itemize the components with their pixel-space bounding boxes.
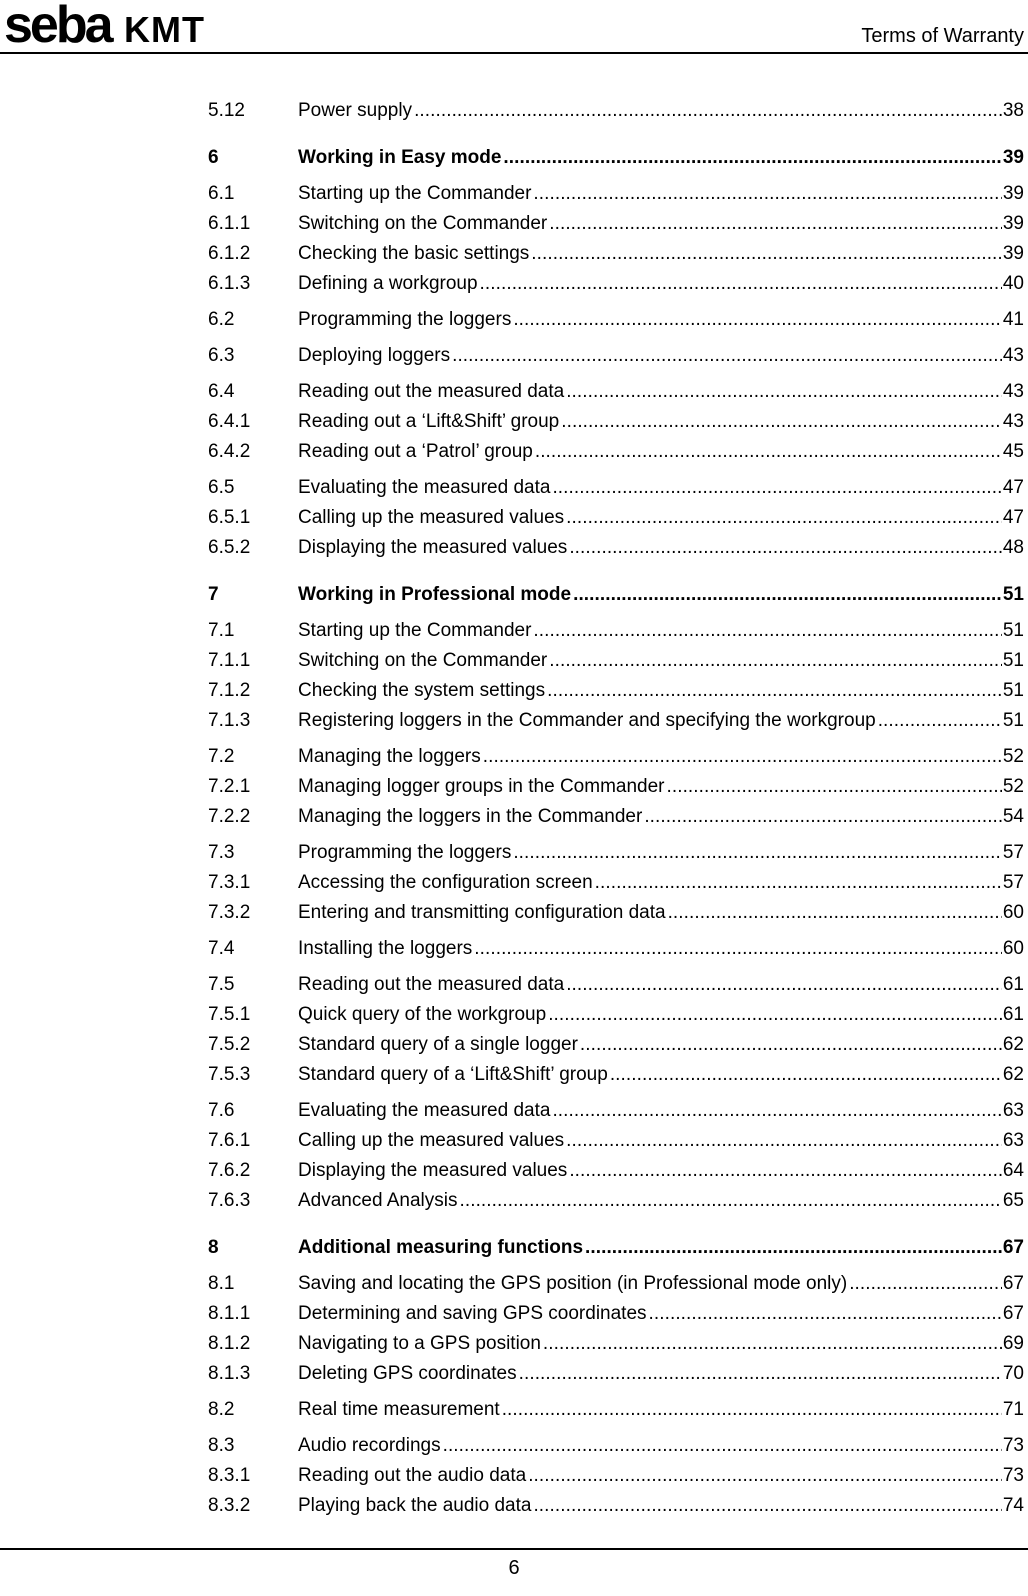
toc-dot-leader bbox=[483, 742, 1002, 772]
toc-entry-page: 43 bbox=[1002, 411, 1024, 432]
toc-entry-page: 71 bbox=[1002, 1399, 1024, 1420]
toc-entry-number: 7.5.3 bbox=[208, 1064, 251, 1085]
toc-entry-title: Evaluating the measured data bbox=[298, 477, 551, 498]
toc-entry-number: 6.4.2 bbox=[208, 441, 251, 462]
toc-entry[interactable] bbox=[208, 1359, 1024, 1389]
toc-dot-leader bbox=[566, 1126, 1002, 1156]
page-header bbox=[0, 0, 1028, 54]
toc-entry[interactable] bbox=[208, 341, 1024, 371]
toc-dot-leader bbox=[649, 1299, 1002, 1329]
toc-entry[interactable] bbox=[208, 533, 1024, 563]
toc-entry-number: 7.5.2 bbox=[208, 1034, 251, 1055]
toc-entry-number: 7.5.1 bbox=[208, 1004, 251, 1025]
toc-entry-page: 48 bbox=[1002, 537, 1024, 558]
toc-entry-number: 7.1.3 bbox=[208, 710, 251, 731]
toc-dot-leader bbox=[566, 377, 1002, 407]
toc-entry-number: 8.3.2 bbox=[208, 1495, 251, 1516]
toc-dot-leader bbox=[547, 676, 1002, 706]
toc-dot-leader bbox=[513, 838, 1002, 868]
toc-dot-leader bbox=[533, 1491, 1001, 1521]
toc-entry-number: 7.2 bbox=[208, 746, 235, 767]
toc-dot-leader bbox=[561, 407, 1002, 437]
toc-entry-page: 39 bbox=[1002, 213, 1024, 234]
toc-entry-page: 60 bbox=[1002, 902, 1024, 923]
toc-dot-leader bbox=[610, 1060, 1002, 1090]
toc-entry-title: Reading out a ‘Lift&Shift’ group bbox=[298, 411, 560, 432]
toc-entry[interactable] bbox=[208, 437, 1024, 467]
toc-entry-title: Displaying the measured values bbox=[298, 537, 568, 558]
toc-dot-leader bbox=[519, 1359, 1002, 1389]
toc-entry-page: 51 bbox=[1002, 650, 1024, 671]
toc-entry-title: Switching on the Commander bbox=[298, 213, 548, 234]
toc-entry[interactable] bbox=[208, 616, 1024, 646]
toc-entry-number: 8.1.3 bbox=[208, 1363, 251, 1384]
toc-entry[interactable] bbox=[208, 239, 1024, 269]
toc-entry[interactable] bbox=[208, 1491, 1024, 1521]
toc-entry-page: 47 bbox=[1002, 477, 1024, 498]
toc-entry-title: Additional measuring functions bbox=[298, 1237, 584, 1258]
toc-entry-page: 43 bbox=[1002, 345, 1024, 366]
toc-entry-number: 6.4 bbox=[208, 381, 235, 402]
toc-entry-page: 51 bbox=[1002, 584, 1024, 605]
toc-entry[interactable] bbox=[208, 377, 1024, 407]
toc-entry-title: Calling up the measured values bbox=[298, 1130, 565, 1151]
toc-entry[interactable] bbox=[208, 772, 1024, 802]
toc-entry[interactable] bbox=[208, 970, 1024, 1000]
toc-entry-title: Reading out a ‘Patrol’ group bbox=[298, 441, 533, 462]
toc-entry-title: Switching on the Commander bbox=[298, 650, 548, 671]
toc-entry[interactable] bbox=[208, 838, 1024, 868]
toc-entry-title: Determining and saving GPS coordinates bbox=[298, 1303, 647, 1324]
toc-dot-leader bbox=[474, 934, 1002, 964]
toc-entry-number: 8 bbox=[208, 1237, 219, 1258]
toc-dot-leader bbox=[480, 269, 1002, 299]
toc-entry[interactable] bbox=[208, 1156, 1024, 1186]
toc-dot-leader bbox=[548, 1000, 1002, 1030]
toc-entry[interactable] bbox=[208, 209, 1024, 239]
toc-entry-number: 8.1 bbox=[208, 1273, 235, 1294]
toc-entry[interactable] bbox=[208, 96, 1024, 126]
toc-entry[interactable] bbox=[208, 1233, 1024, 1263]
toc-entry[interactable] bbox=[208, 1096, 1024, 1126]
toc-entry-page: 70 bbox=[1002, 1363, 1024, 1384]
toc-dot-leader bbox=[535, 437, 1002, 467]
toc-entry[interactable] bbox=[208, 868, 1024, 898]
toc-entry-title: Standard query of a single logger bbox=[298, 1034, 578, 1055]
toc-entry-title: Reading out the measured data bbox=[298, 974, 565, 995]
toc-entry-title: Entering and transmitting configuration data bbox=[298, 902, 666, 923]
toc-entry[interactable] bbox=[208, 1186, 1024, 1216]
toc-entry-number: 7 bbox=[208, 584, 219, 605]
toc-entry-number: 7.6 bbox=[208, 1100, 235, 1121]
toc-entry-page: 39 bbox=[1002, 147, 1024, 168]
toc-entry-number: 6.2 bbox=[208, 309, 235, 330]
toc-entry-page: 51 bbox=[1002, 680, 1024, 701]
toc-dot-leader bbox=[668, 898, 1002, 928]
toc-dot-leader bbox=[580, 1030, 1002, 1060]
toc-entry-number: 8.2 bbox=[208, 1399, 235, 1420]
toc-dot-leader bbox=[644, 802, 1002, 832]
toc-entry-title: Programming the loggers bbox=[298, 842, 512, 863]
toc-entry-page: 63 bbox=[1002, 1100, 1024, 1121]
toc-dot-leader bbox=[443, 1431, 1002, 1461]
toc-entry[interactable] bbox=[208, 1299, 1024, 1329]
toc-entry[interactable] bbox=[208, 143, 1024, 173]
toc-entry-page: 51 bbox=[1002, 620, 1024, 641]
toc-entry-page: 39 bbox=[1002, 183, 1024, 204]
sebakmt-logo bbox=[4, 2, 224, 51]
toc-entry[interactable] bbox=[208, 503, 1024, 533]
toc-dot-leader bbox=[552, 473, 1001, 503]
toc-entry-page: 67 bbox=[1002, 1303, 1024, 1324]
toc-entry-number: 8.3 bbox=[208, 1435, 235, 1456]
toc-entry-title: Reading out the measured data bbox=[298, 381, 565, 402]
toc-entry-title: Power supply bbox=[298, 100, 413, 121]
toc-entry-number: 7.1.1 bbox=[208, 650, 251, 671]
toc-entry-number: 7.5 bbox=[208, 974, 235, 995]
toc-dot-leader bbox=[502, 1395, 1002, 1425]
toc-entry-title: Managing the loggers bbox=[298, 746, 481, 767]
svg-text:seba: seba bbox=[4, 2, 111, 46]
toc-entry[interactable] bbox=[208, 934, 1024, 964]
toc-entry-title: Evaluating the measured data bbox=[298, 1100, 551, 1121]
toc-entry-title: Checking the system settings bbox=[298, 680, 546, 701]
toc-entry-title: Programming the loggers bbox=[298, 309, 512, 330]
toc-entry-page: 45 bbox=[1002, 441, 1024, 462]
toc-dot-leader bbox=[460, 1186, 1002, 1216]
toc-entry-title: Starting up the Commander bbox=[298, 620, 532, 641]
toc-entry-number: 7.2.1 bbox=[208, 776, 251, 797]
toc-entry-page: 41 bbox=[1002, 309, 1024, 330]
toc-entry-page: 62 bbox=[1002, 1034, 1024, 1055]
toc-entry-number: 6.1 bbox=[208, 183, 235, 204]
toc-entry-page: 51 bbox=[1002, 710, 1024, 731]
toc-entry-title: Working in Easy mode bbox=[298, 147, 502, 168]
toc-entry-title: Managing the loggers in the Commander bbox=[298, 806, 643, 827]
toc-entry[interactable] bbox=[208, 179, 1024, 209]
toc-entry-title: Installing the loggers bbox=[298, 938, 473, 959]
toc-entry[interactable] bbox=[208, 1431, 1024, 1461]
toc-entry-page: 74 bbox=[1002, 1495, 1024, 1516]
toc-entry-number: 7.6.1 bbox=[208, 1130, 251, 1151]
toc-entry[interactable] bbox=[208, 646, 1024, 676]
toc-dot-leader bbox=[533, 179, 1001, 209]
toc-entry-number: 7.6.2 bbox=[208, 1160, 251, 1181]
toc-dot-leader bbox=[503, 143, 1001, 173]
toc-dot-leader bbox=[414, 96, 1002, 126]
toc-entry-title: Starting up the Commander bbox=[298, 183, 532, 204]
toc-entry[interactable] bbox=[208, 1461, 1024, 1491]
toc-entry-number: 6.5 bbox=[208, 477, 235, 498]
toc-entry[interactable] bbox=[208, 706, 1024, 736]
toc-entry-number: 8.3.1 bbox=[208, 1465, 251, 1486]
toc-entry-page: 69 bbox=[1002, 1333, 1024, 1354]
footer-divider bbox=[0, 1548, 1028, 1550]
toc-entry-page: 43 bbox=[1002, 381, 1024, 402]
toc-entry-page: 38 bbox=[1002, 100, 1024, 121]
toc-entry-number: 6 bbox=[208, 147, 219, 168]
toc-dot-leader bbox=[667, 772, 1002, 802]
toc-dot-leader bbox=[552, 1096, 1001, 1126]
page-number: 6 bbox=[508, 1557, 520, 1579]
toc-entry-title: Deleting GPS coordinates bbox=[298, 1363, 517, 1384]
toc-entry-title: Navigating to a GPS position bbox=[298, 1333, 541, 1354]
toc-dot-leader bbox=[569, 1156, 1002, 1186]
toc-entry-page: 40 bbox=[1002, 273, 1024, 294]
toc-entry[interactable] bbox=[208, 676, 1024, 706]
toc-entry-title: Checking the basic settings bbox=[298, 243, 530, 264]
toc-entry-title: Displaying the measured values bbox=[298, 1160, 568, 1181]
toc-dot-leader bbox=[513, 305, 1002, 335]
toc-entry-number: 5.12 bbox=[208, 100, 245, 121]
toc-entry-number: 7.1.2 bbox=[208, 680, 251, 701]
toc-dot-leader bbox=[533, 616, 1001, 646]
toc-entry-title: Saving and locating the GPS position (in Professional mode only) bbox=[298, 1273, 848, 1294]
toc-entry-page: 57 bbox=[1002, 842, 1024, 863]
toc-entry-title: Deploying loggers bbox=[298, 345, 451, 366]
toc-entry-title: Calling up the measured values bbox=[298, 507, 565, 528]
toc-dot-leader bbox=[573, 580, 1002, 610]
toc-entry-title: Standard query of a ‘Lift&Shift’ group bbox=[298, 1064, 608, 1085]
toc-entry-number: 7.4 bbox=[208, 938, 235, 959]
toc-entry-title: Quick query of the workgroup bbox=[298, 1004, 547, 1025]
toc-entry-number: 7.3.2 bbox=[208, 902, 251, 923]
toc-dot-leader bbox=[549, 646, 1002, 676]
toc-entry[interactable] bbox=[208, 1126, 1024, 1156]
toc-entry-page: 61 bbox=[1002, 974, 1024, 995]
toc-entry-title: Defining a workgroup bbox=[298, 273, 478, 294]
toc-entry-number: 7.1 bbox=[208, 620, 235, 641]
toc-entry[interactable] bbox=[208, 1060, 1024, 1090]
toc-entry[interactable] bbox=[208, 1000, 1024, 1030]
toc-entry-number: 6.3 bbox=[208, 345, 235, 366]
toc-entry-number: 7.3 bbox=[208, 842, 235, 863]
toc-entry-number: 6.1.1 bbox=[208, 213, 251, 234]
toc-entry-number: 8.1.2 bbox=[208, 1333, 251, 1354]
toc-entry-page: 57 bbox=[1002, 872, 1024, 893]
toc-dot-leader bbox=[566, 970, 1002, 1000]
toc-entry-number: 7.6.3 bbox=[208, 1190, 251, 1211]
toc-entry-page: 64 bbox=[1002, 1160, 1024, 1181]
toc-entry-title: Playing back the audio data bbox=[298, 1495, 532, 1516]
toc-entry-page: 73 bbox=[1002, 1435, 1024, 1456]
toc-dot-leader bbox=[595, 868, 1002, 898]
toc-entry-page: 60 bbox=[1002, 938, 1024, 959]
toc-entry-page: 63 bbox=[1002, 1130, 1024, 1151]
toc-entry[interactable] bbox=[208, 802, 1024, 832]
toc-entry[interactable] bbox=[208, 407, 1024, 437]
toc-entry-page: 52 bbox=[1002, 776, 1024, 797]
toc-entry[interactable] bbox=[208, 1030, 1024, 1060]
toc-entry[interactable] bbox=[208, 580, 1024, 610]
toc-entry-page: 39 bbox=[1002, 243, 1024, 264]
table-of-contents bbox=[208, 96, 1024, 1521]
toc-entry-page: 67 bbox=[1002, 1273, 1024, 1294]
toc-entry-title: Registering loggers in the Commander and specifying the workgroup bbox=[298, 710, 876, 731]
svg-text:KMT: KMT bbox=[124, 9, 205, 46]
toc-dot-leader bbox=[849, 1269, 1002, 1299]
toc-entry-page: 47 bbox=[1002, 507, 1024, 528]
toc-entry-title: Managing logger groups in the Commander bbox=[298, 776, 665, 797]
toc-entry-number: 7.2.2 bbox=[208, 806, 251, 827]
toc-entry-number: 8.1.1 bbox=[208, 1303, 251, 1324]
toc-dot-leader bbox=[531, 239, 1002, 269]
toc-dot-leader bbox=[585, 1233, 1002, 1263]
toc-entry-title: Accessing the configuration screen bbox=[298, 872, 593, 893]
toc-entry-page: 61 bbox=[1002, 1004, 1024, 1025]
toc-entry[interactable] bbox=[208, 898, 1024, 928]
toc-entry-title: Audio recordings bbox=[298, 1435, 441, 1456]
toc-entry-number: 6.4.1 bbox=[208, 411, 251, 432]
toc-dot-leader bbox=[452, 341, 1002, 371]
sebakmt-logo-image bbox=[4, 2, 224, 46]
toc-entry-number: 6.1.2 bbox=[208, 243, 251, 264]
toc-entry-page: 67 bbox=[1002, 1237, 1024, 1258]
toc-entry[interactable] bbox=[208, 1395, 1024, 1425]
toc-entry-number: 6.5.2 bbox=[208, 537, 251, 558]
toc-entry-title: Working in Professional mode bbox=[298, 584, 572, 605]
toc-dot-leader bbox=[878, 706, 1002, 736]
toc-dot-leader bbox=[566, 503, 1002, 533]
toc-entry[interactable] bbox=[208, 742, 1024, 772]
toc-entry-title: Real time measurement bbox=[298, 1399, 500, 1420]
toc-entry[interactable] bbox=[208, 269, 1024, 299]
toc-entry-title: Reading out the audio data bbox=[298, 1465, 527, 1486]
toc-entry[interactable] bbox=[208, 305, 1024, 335]
toc-entry[interactable] bbox=[208, 1329, 1024, 1359]
toc-dot-leader bbox=[569, 533, 1002, 563]
toc-entry-title: Advanced Analysis bbox=[298, 1190, 458, 1211]
header-title: Terms of Warranty bbox=[861, 25, 1024, 47]
toc-entry-number: 7.3.1 bbox=[208, 872, 251, 893]
toc-entry-number: 6.1.3 bbox=[208, 273, 251, 294]
toc-entry-page: 52 bbox=[1002, 746, 1024, 767]
toc-entry-page: 73 bbox=[1002, 1465, 1024, 1486]
toc-entry-number: 6.5.1 bbox=[208, 507, 251, 528]
toc-dot-leader bbox=[528, 1461, 1002, 1491]
toc-dot-leader bbox=[543, 1329, 1002, 1359]
toc-dot-leader bbox=[549, 209, 1002, 239]
toc-entry[interactable] bbox=[208, 473, 1024, 503]
toc-entry-page: 54 bbox=[1002, 806, 1024, 827]
toc-entry-page: 65 bbox=[1002, 1190, 1024, 1211]
toc-entry-page: 62 bbox=[1002, 1064, 1024, 1085]
toc-entry[interactable] bbox=[208, 1269, 1024, 1299]
